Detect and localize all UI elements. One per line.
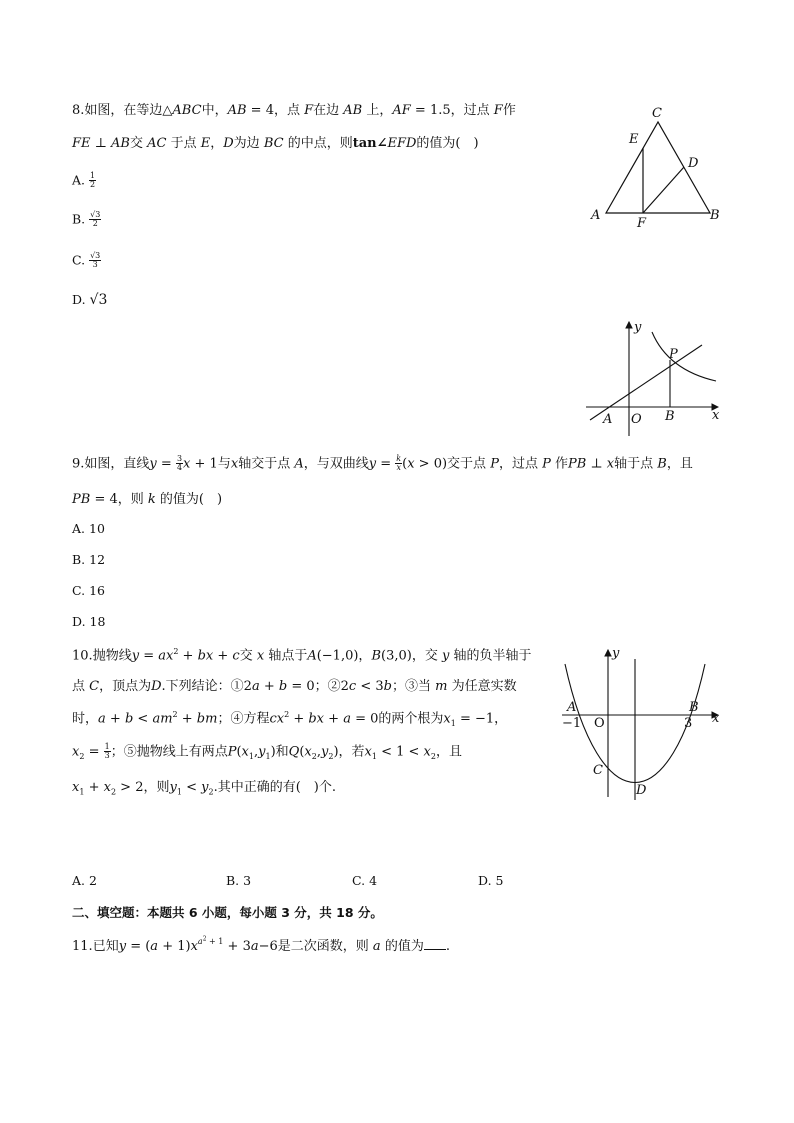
q8-triangle-figure: [580, 100, 740, 235]
q10-line1: 10.抛物线$y = ax^2$ + bx + c交 x 轴点于A(−1,0)，B(3,0)，交 y 轴的负半轴于: [72, 647, 532, 664]
q10-line5: $x_1 + x_2 > 2$，则$y_1 < y_2$.其中正确的有( )个.: [72, 780, 336, 797]
label-f: F: [637, 216, 647, 231]
label-o: O: [631, 412, 642, 427]
q8-line1: 8.如图，在等边△ABC中，AB = 4，点 F在边 AB 上，AF = 1.5，过点 F作: [72, 103, 516, 118]
q10-option-a[interactable]: A. 2: [72, 873, 97, 888]
fraction: $\frac{3}{4}$: [176, 454, 183, 473]
fraction: $\frac{√3}{3}$: [90, 251, 101, 270]
label-c: C: [652, 106, 662, 121]
exponent: a2 + 1: [197, 935, 224, 946]
label-a: A: [591, 208, 601, 223]
q10-option-b[interactable]: B. 3: [226, 873, 252, 888]
q8-option-d[interactable]: D. √3: [72, 292, 108, 308]
segment-fd: [643, 167, 684, 213]
label-p: P: [669, 347, 678, 362]
q9-option-d[interactable]: D. 18: [72, 614, 106, 629]
q10-number: 10.: [72, 648, 93, 664]
q9-graph-figure: [585, 318, 725, 440]
label-c: C: [593, 763, 603, 778]
label-d: D: [636, 783, 647, 798]
label-e: E: [629, 132, 639, 147]
line-ap: [590, 345, 702, 420]
q10-parabola-figure: [555, 640, 725, 802]
q9-option-b[interactable]: B. 12: [72, 552, 106, 567]
fraction: $\frac{1}{3}$: [104, 742, 110, 761]
q10-line4: $x_2$ = $\frac{1}{3}$ ；⑤抛物线上有两点$P(x_1,y_1)$和$Q(x_2,y_2)$，若$x_1 < 1 < x_2$，且: [72, 742, 462, 761]
label-neg1: −1: [562, 716, 582, 731]
label-d: D: [688, 156, 699, 171]
label-a: A: [567, 700, 577, 715]
label-x: x: [712, 711, 720, 726]
q11-number: 11.: [72, 939, 93, 954]
fraction: $\frac{k}{x}$: [396, 454, 402, 473]
label-a: A: [603, 412, 613, 427]
label-x: x: [712, 408, 720, 423]
section-heading: 二、填空题：本题共 6 小题，每小题 3 分，共 18 分。: [72, 905, 383, 920]
fraction: $\frac{1}{2}$: [90, 171, 96, 190]
q9-line2: PB = 4，则 k 的值为( ): [72, 492, 223, 507]
label-b: B: [710, 208, 720, 223]
fraction: $\frac{√3}{2}$: [90, 210, 101, 229]
q9-number: 9.: [72, 456, 85, 472]
q9-option-c[interactable]: C. 16: [72, 583, 105, 598]
q8-line2: FE ⊥ AB交 AC 于点 E，D为边 BC 的中点，则tan∠EFD的值为( ): [72, 136, 479, 151]
q9-line1: 9.如图，直线y = $\frac{3}{4}$ x + 1与x轴交于点 A，与双曲线y = $\frac{k}{x}$ (x > 0)交于点 P，过点 P 作PB ⊥ x轴于点 B，且: [72, 454, 693, 473]
answer-blank[interactable]: [424, 949, 446, 950]
label-y: y: [612, 646, 620, 661]
label-b: B: [665, 409, 675, 424]
label-b: B: [689, 700, 699, 715]
q9-option-a[interactable]: A. 10: [72, 521, 105, 536]
q8-option-c[interactable]: C. $\frac{√3}{3}$: [72, 251, 101, 270]
q10-line3: 时，$a + b < am^2$ + bm；④方程$cx^2$ + bx + a = 0的两个根为$x_1 = -1$，: [72, 710, 508, 728]
label-y: y: [634, 320, 642, 335]
label-3: 3: [684, 716, 693, 731]
q10-line2: 点 C，顶点为D.下列结论：①2a + b = 0；②2c < 3b；③当 m 为任意实数: [72, 679, 517, 694]
q11-line: 11.已知$y = (a + 1)x^{a^2 + 1} + 3a-6$是二次函数，则 a 的值为 .: [72, 935, 450, 954]
q10-option-d[interactable]: D. 5: [478, 873, 504, 888]
label-o: O: [594, 716, 605, 731]
q8-option-b[interactable]: B. $\frac{√3}{2}$: [72, 210, 101, 229]
q8-option-a[interactable]: A. $\frac{1}{2}$: [72, 171, 96, 190]
q10-option-c[interactable]: C. 4: [352, 873, 378, 888]
q8-number: 8.: [72, 103, 85, 118]
